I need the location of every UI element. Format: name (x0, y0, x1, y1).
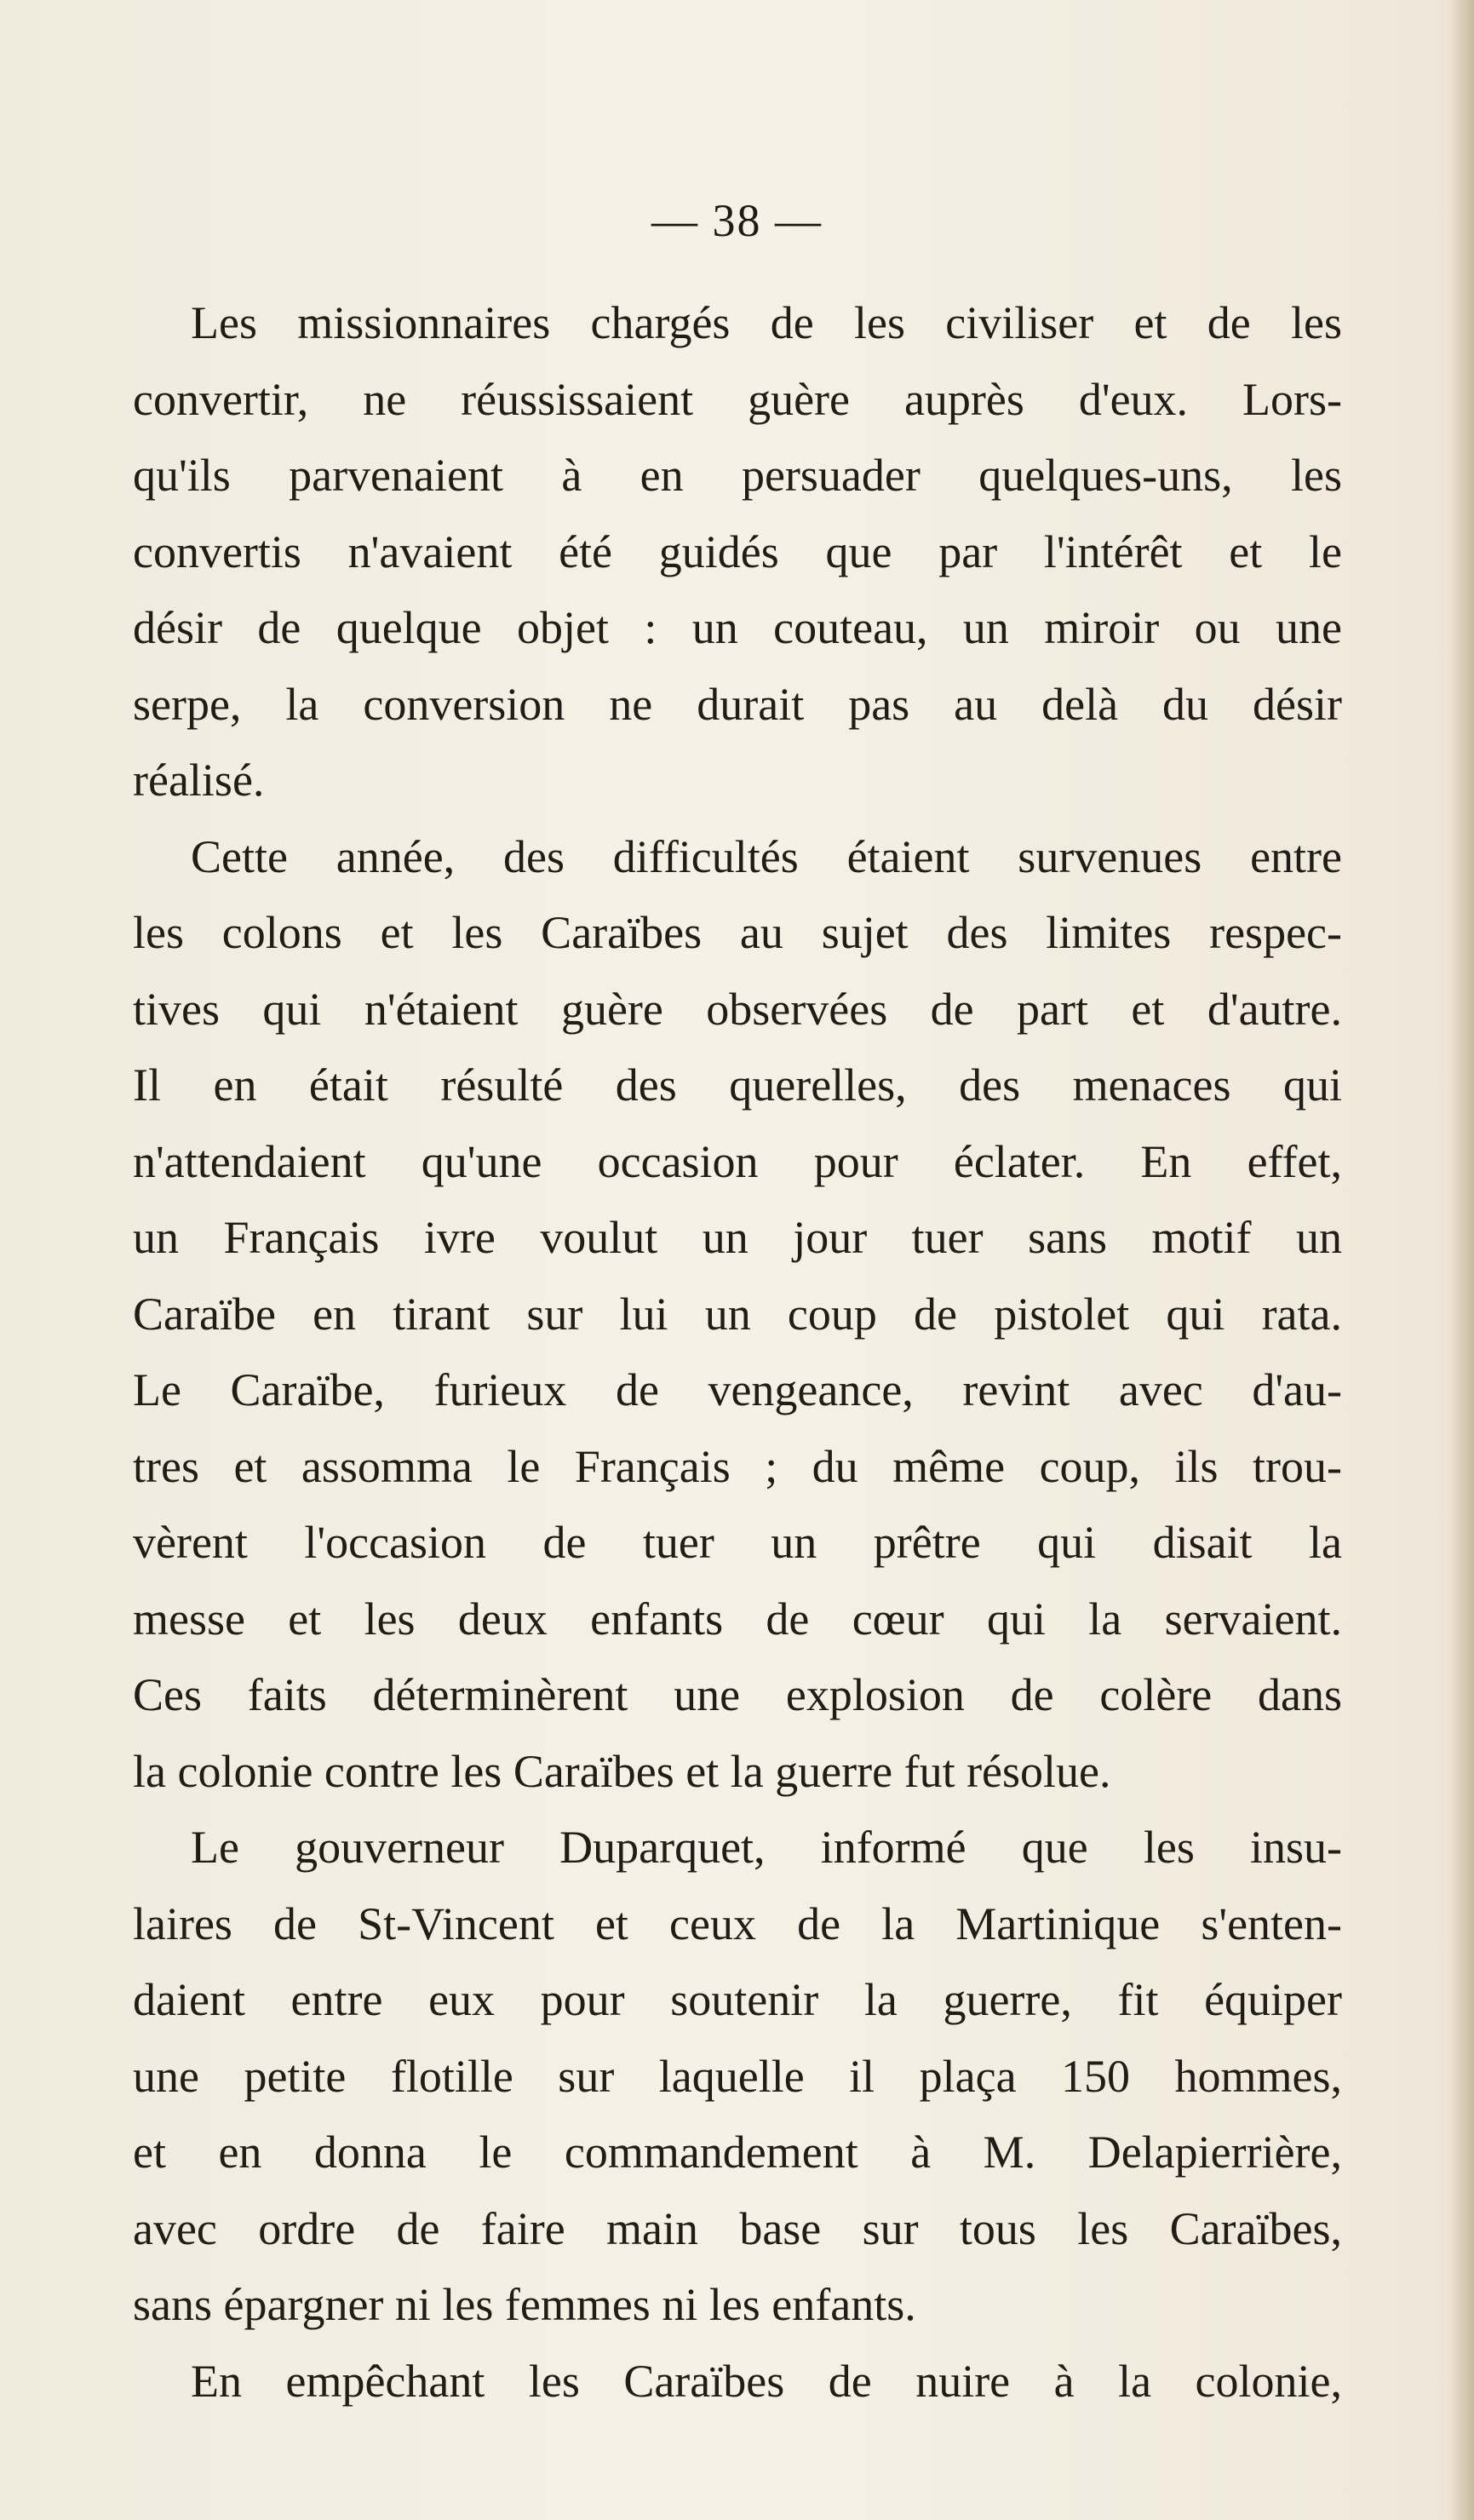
text-line: et en donna le commandement à M. Delapierrière, (133, 2127, 1342, 2178)
page-edge-shadow (1450, 0, 1474, 2520)
text-line: Caraïbe en tirant sur lui un coup de pistolet qui rata. (133, 1288, 1342, 1340)
text-line: vèrent l'occasion de tuer un prêtre qui disait la (133, 1517, 1342, 1568)
text-line: les colons et les Caraïbes au sujet des limites respec- (133, 907, 1342, 958)
text-line: une petite flotille sur laquelle il plaça 150 hommes, (133, 2050, 1342, 2102)
text-line: convertis n'avaient été guidés que par l'intérêt et le (133, 525, 1342, 577)
text-line: un Français ivre voulut un jour tuer sans motif un (133, 1212, 1342, 1263)
text-line: tives qui n'étaient guère observées de part et d'autre. (133, 983, 1342, 1035)
text-line: avec ordre de faire main base sur tous les Caraïbes, (133, 2202, 1342, 2254)
text-line: Le Caraïbe, furieux de vengeance, revint avec d'au- (133, 1364, 1342, 1415)
text-line: Le gouverneur Duparquet, informé que les insu- (191, 1822, 1342, 1873)
text-line: convertir, ne réussissaient guère auprès d'eux. Lors- (133, 373, 1342, 425)
page-number: — 38 — (651, 195, 823, 246)
body-text (133, 285, 1342, 2420)
text-line: Ces faits déterminèrent une explosion de colère dans (133, 1669, 1342, 1720)
text-line: sans épargner ni les femmes ni les enfants. (133, 2279, 916, 2330)
text-line: réalisé. (133, 755, 265, 806)
text-line: serpe, la conversion ne durait pas au delà du désir (133, 678, 1342, 730)
text-line: la colonie contre les Caraïbes et la guerre fut résolue. (133, 1745, 1111, 1797)
text-line: messe et les deux enfants de cœur qui la servaient. (133, 1593, 1342, 1645)
text-line: désir de quelque objet : un couteau, un miroir ou une (133, 602, 1342, 653)
text-line: daient entre eux pour soutenir la guerre, fit équiper (133, 1974, 1342, 2025)
text-line: En empêchant les Caraïbes de nuire à la colonie, (191, 2355, 1342, 2407)
text-line: Les missionnaires chargés de les civiliser et de les (191, 297, 1342, 348)
text-line: laires de St-Vincent et ceux de la Martinique s'enten- (133, 1897, 1342, 1949)
text-line: tres et assomma le Français ; du même coup, ils trou- (133, 1440, 1342, 1492)
text-line: Cette année, des difficultés étaient survenues entre (191, 830, 1342, 882)
text-line: n'attendaient qu'une occasion pour éclater. En effet, (133, 1135, 1342, 1187)
text-line: qu'ils parvenaient à en persuader quelques-uns, les (133, 450, 1342, 501)
text-line: Il en était résulté des querelles, des menaces qui (133, 1059, 1342, 1111)
